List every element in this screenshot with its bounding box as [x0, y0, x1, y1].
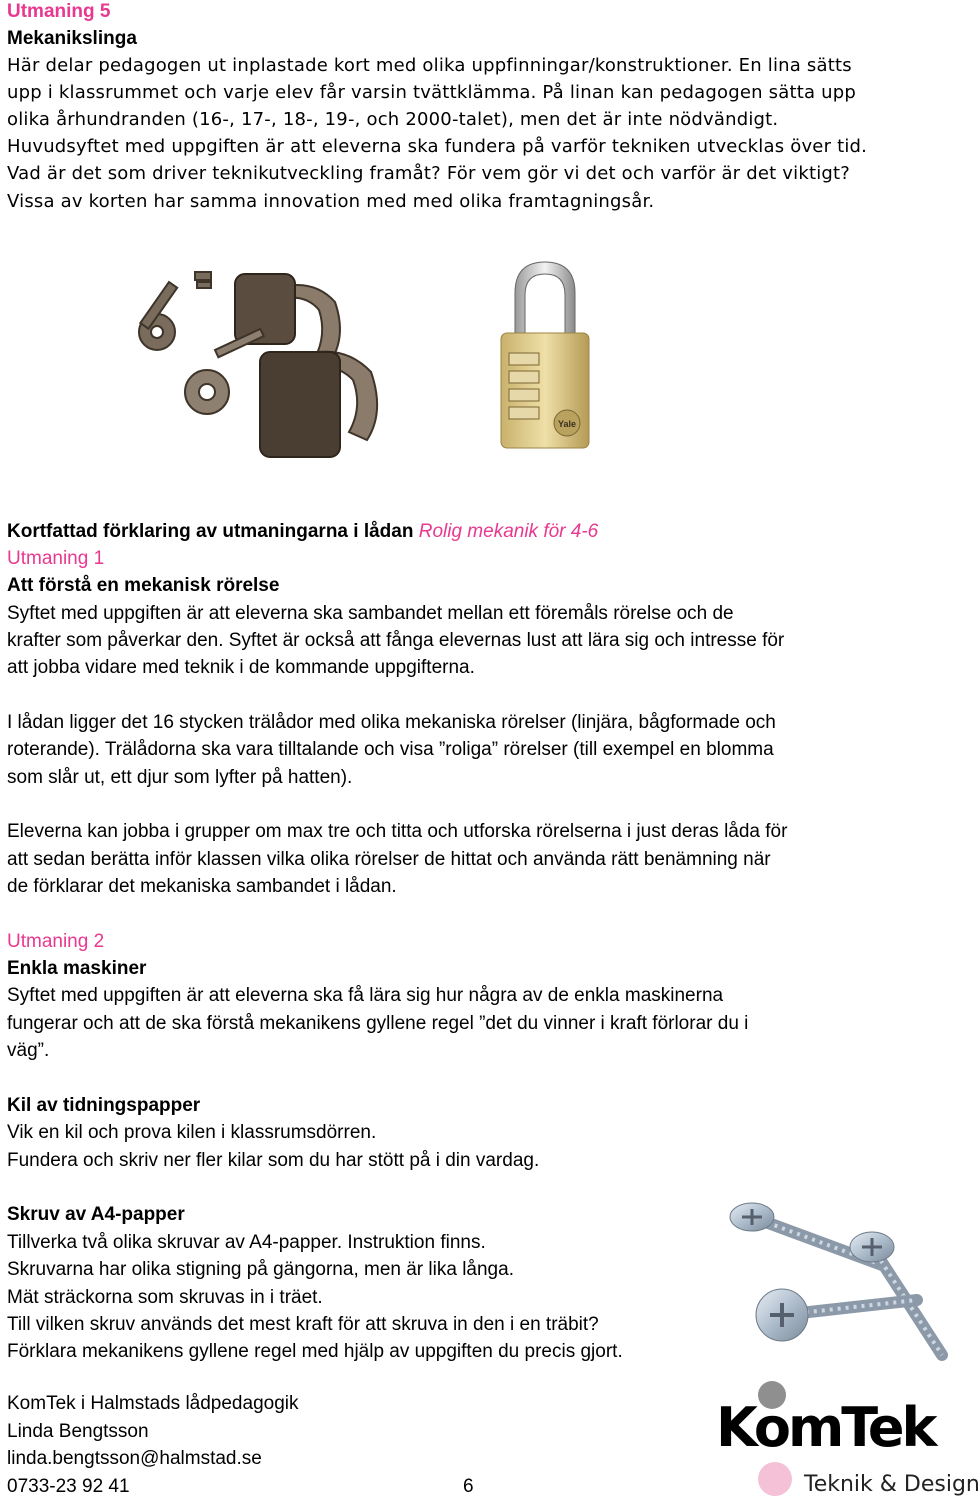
body-line: Förklara mekanikens gyllene regel med hjälp av uppgiften du precis gjort. [7, 1341, 623, 1362]
overview-title-text: Kortfattad förklaring av utmaningarna i lådan [7, 521, 419, 542]
footer-phone: 0733-23 92 41 [7, 1476, 130, 1497]
section-heading-utmaning-2: Utmaning 2 [7, 931, 105, 952]
body-line: Syftet med uppgiften är att eleverna ska få lära sig hur några av de enkla maskinerna [7, 985, 724, 1006]
body-line: Eleverna kan jobba i grupper om max tre och titta och utforska rörelserna i just deras låda för [7, 821, 788, 842]
body-line: att sedan berätta inför klassen vilka olika rörelser de hittat och använda rätt benämning när [7, 849, 771, 870]
combination-padlock-image [495, 258, 595, 453]
section-heading-utmaning-1: Utmaning 1 [7, 548, 105, 569]
section-heading-utmaning-5: Utmaning 5 [7, 1, 111, 22]
body-line: väg”. [7, 1040, 50, 1061]
body-line: som slår ut, ett djur som lyfter på hatten). [7, 767, 353, 788]
old-padlocks-image [135, 262, 385, 472]
body-line: de förklarar det mekaniska sambandet i lådan. [7, 876, 397, 897]
body-line: Skruvarna har olika stigning på gängorna, men är lika långa. [7, 1259, 514, 1280]
body-line: Vad är det som driver teknikutveckling framåt? För vem gör vi det och varför är det viktigt? [7, 163, 851, 184]
logo-tagline: Teknik & Design [804, 1472, 980, 1497]
overview-title [7, 518, 598, 545]
body-line: Mät sträckorna som skruvas in i träet. [7, 1287, 323, 1308]
subsection-title-skruv: Skruv av A4-papper [7, 1204, 185, 1225]
section-title-mekanikslinga: Mekanikslinga [7, 28, 137, 49]
footer-email[interactable]: linda.bengtsson@halmstad.se [7, 1448, 262, 1469]
logo-dot-pink [758, 1462, 792, 1496]
screws-image [722, 1195, 958, 1370]
body-line: Till vilken skruv används det mest kraft för att skruva in den i en träbit? [7, 1314, 599, 1335]
komtek-logo [716, 1376, 980, 1505]
body-line: Här delar pedagogen ut inplastade kort med olika uppfinningar/konstruktioner. En lina sätts [7, 55, 852, 76]
body-line: Vissa av korten har samma innovation med med olika framtagningsår. [7, 191, 655, 212]
body-line: krafter som påverkar den. Syftet är också att fånga elevernas lust att lära sig och intresse för [7, 630, 785, 651]
footer-name: Linda Bengtsson [7, 1421, 149, 1442]
box-name: Rolig mekanik för 4-6 [418, 521, 599, 542]
body-line: Syftet med uppgiften är att eleverna ska sambandet mellan ett föremåls rörelse och de [7, 603, 734, 624]
body-line: Fundera och skriv ner fler kilar som du har stött på i din vardag. [7, 1150, 540, 1171]
yale-brand-text: Yale [557, 419, 577, 429]
subsection-title-kil: Kil av tidningspapper [7, 1095, 201, 1116]
body-line: att jobba vidare med teknik i de kommande uppgifterna. [7, 657, 475, 678]
body-line: olika århundranden (16-, 17-, 18-, 19-, och 2000-talet), men det är inte nödvändigt. [7, 109, 779, 130]
body-line: fungerar och att de ska förstå mekanikens gyllene regel ”det du vinner i kraft förlorar du i [7, 1013, 749, 1034]
logo-wordmark: KomTek [716, 1396, 935, 1459]
body-line: Tillverka två olika skruvar av A4-papper. Instruktion finns. [7, 1232, 486, 1253]
page-number: 6 [463, 1476, 474, 1497]
body-line: roterande). Trälådorna ska vara tilltalande och visa ”roliga” rörelser (till exempel en blomma [7, 739, 774, 760]
footer-org: KomTek i Halmstads lådpedagogik [7, 1393, 299, 1414]
body-line: Huvudsyftet med uppgiften är att eleverna ska fundera på varför tekniken utvecklas över tid. [7, 136, 868, 157]
section-title-mekanisk-rorelse: Att förstå en mekanisk rörelse [7, 575, 280, 596]
body-line: I lådan ligger det 16 stycken trälådor med olika mekaniska rörelser (linjära, bågformade och [7, 712, 776, 733]
section-title-enkla-maskiner: Enkla maskiner [7, 958, 147, 979]
body-line: upp i klassrummet och varje elev får varsin tvättklämma. På linan kan pedagogen sätta upp [7, 82, 857, 103]
body-line: Vik en kil och prova kilen i klassrumsdörren. [7, 1122, 377, 1143]
